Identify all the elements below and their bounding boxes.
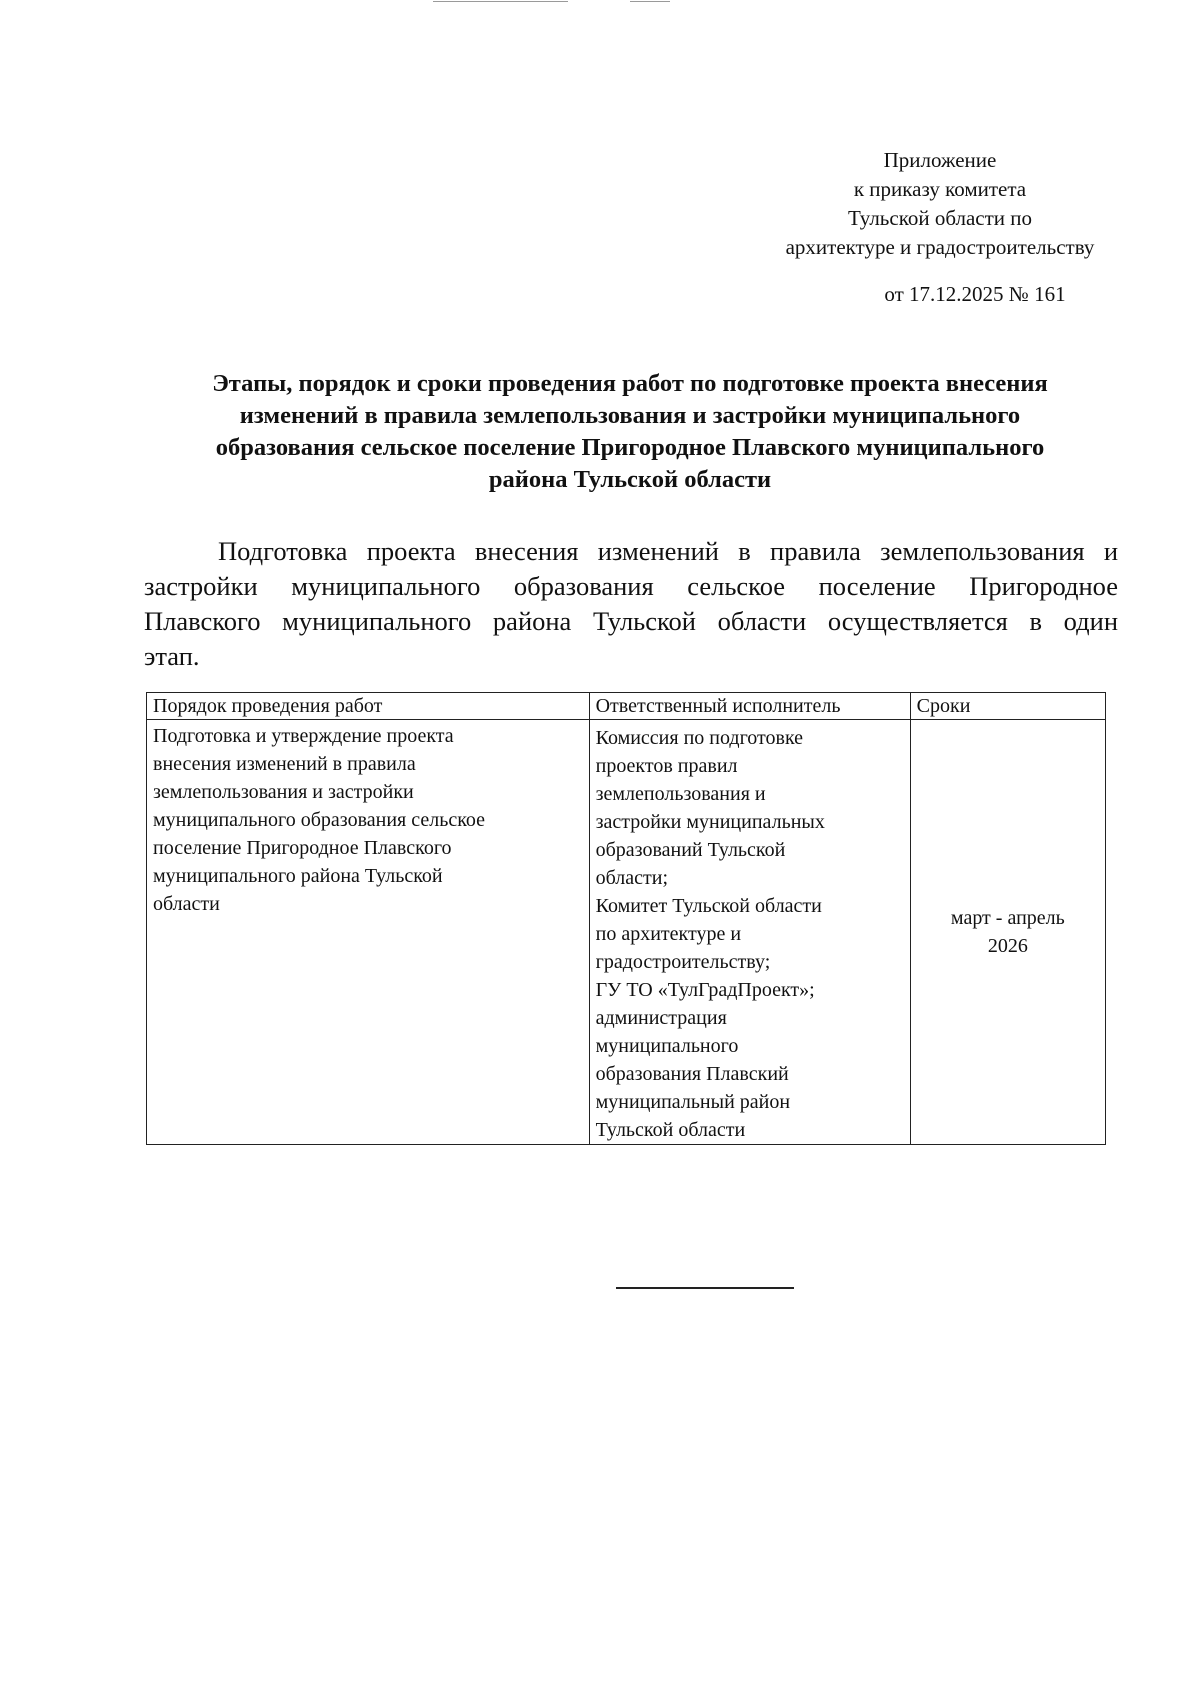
table-row	[147, 720, 1106, 1145]
responsible-line: землепользования и	[595, 783, 766, 805]
procedure-line: внесения изменений в правила	[153, 753, 416, 775]
responsible-line: Комитет Тульской области	[595, 895, 822, 917]
appendix-line: к приказу комитета	[853, 177, 1027, 201]
procedure-line: муниципального образования сельское	[153, 809, 486, 831]
title-line: образования сельское поселение Пригородное Плавского муниципального	[215, 434, 1045, 461]
intro-line: застройки муниципального образования сельское поселение Пригородное	[144, 571, 1118, 601]
procedure-line: Подготовка и утверждение проекта	[153, 725, 454, 747]
title-line: района Тульской области	[488, 466, 772, 493]
procedure-line: землепользования и застройки	[153, 781, 414, 803]
responsible-cell	[589, 720, 910, 1145]
schedule-table	[146, 692, 1106, 1145]
header-procedure: Порядок проведения работ	[147, 693, 590, 720]
order-date-number: от 17.12.2025 № 161	[884, 282, 1066, 306]
responsible-line: образований Тульской	[595, 839, 786, 861]
responsible-line: ГУ ТО «ТулГрадПроект»;	[595, 979, 815, 1001]
responsible-line: муниципальный район	[595, 1091, 791, 1113]
end-divider	[616, 1287, 794, 1289]
appendix-block	[740, 146, 1140, 309]
responsible-line: по архитектуре и	[595, 923, 742, 945]
appendix-line: Тульской области по	[847, 206, 1033, 230]
responsible-line: образования Плавский	[595, 1063, 789, 1085]
table-header-row	[147, 693, 1106, 720]
appendix-line: архитектуре и градостроительству	[785, 235, 1095, 259]
responsible-line: Тульской области	[595, 1119, 746, 1141]
appendix-line: Приложение	[883, 148, 997, 172]
intro-line: Плавского муниципального района Тульской области осуществляется в один	[144, 606, 1118, 636]
procedure-cell	[147, 720, 590, 1145]
responsible-line: администрация	[595, 1007, 727, 1029]
header-deadline: Сроки	[910, 693, 1105, 720]
scan-artifact-line	[630, 1, 670, 2]
deadline-line: март - апрель	[950, 907, 1065, 929]
title-line: изменений в правила землепользования и застройки муниципального	[239, 402, 1021, 429]
procedure-line: поселение Пригородное Плавского	[153, 837, 452, 859]
responsible-line: области;	[595, 867, 669, 889]
intro-line: Подготовка проекта внесения изменений в правила землепользования и	[218, 536, 1118, 566]
document-title	[140, 368, 1120, 496]
deadline-cell	[910, 720, 1105, 1145]
title-line: Этапы, порядок и сроки проведения работ по подготовке проекта внесения	[212, 370, 1048, 397]
scan-artifact-line	[433, 1, 568, 2]
intro-line: этап.	[144, 641, 200, 671]
intro-paragraph	[144, 534, 1118, 674]
responsible-line: застройки муниципальных	[595, 811, 825, 833]
deadline-line: 2026	[987, 935, 1028, 957]
header-responsible: Ответственный исполнитель	[589, 693, 910, 720]
procedure-line: области	[153, 893, 220, 915]
responsible-line: проектов правил	[595, 755, 738, 777]
responsible-line: Комиссия по подготовке	[595, 727, 804, 749]
responsible-line: муниципального	[595, 1035, 739, 1057]
responsible-line: градостроительству;	[595, 951, 771, 973]
procedure-line: муниципального района Тульской	[153, 865, 443, 887]
